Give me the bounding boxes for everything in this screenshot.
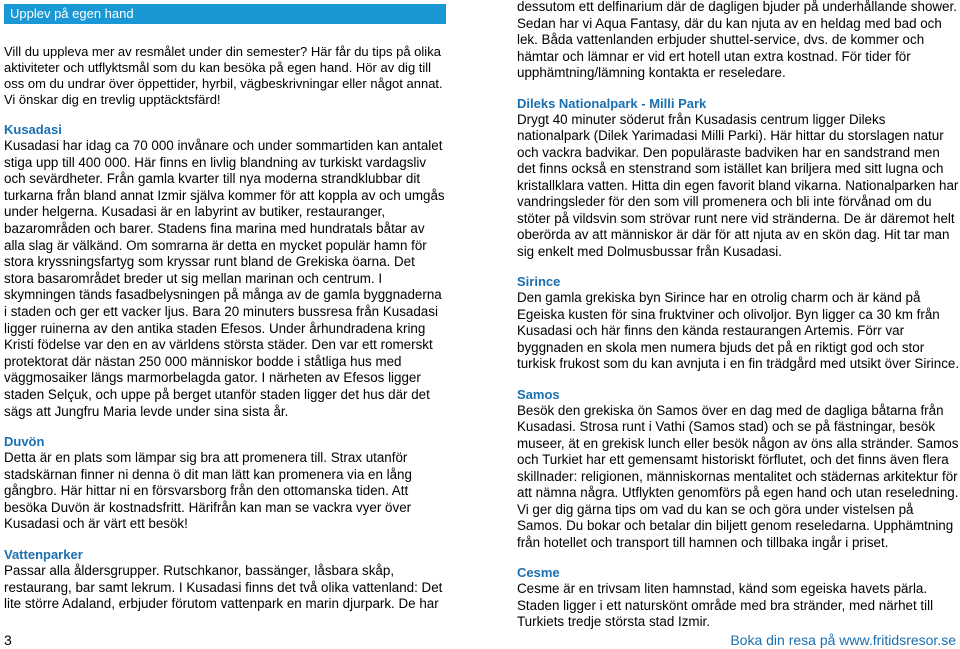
section-heading: Cesme xyxy=(517,565,560,580)
section-dileks xyxy=(517,96,960,261)
continued-paragraph: dessutom ett delfinarium där de dagligen bjuder på underhållande shower. Sedan har vi Aqua Fantasy, där du kan njuta av en heldag med bad och lek. Båda vattenlanden erbjuder shuttel-service, dvs. de kommer och hämtar och lämnar er vid ert hotell utan extra kostnad. För tider för upphämtning/lämning kontakta er reseledare. xyxy=(517,0,957,80)
intro-text: Vill du uppleva mer av resmålet under din semester? Här får du tips på olika aktiviteter och utflyktsmål som du kan besöka på egen hand. Hör av dig till oss om du undrar över öppettider, hyrbil, vägbeskrivningar eller något annat. xyxy=(4,44,443,91)
section-body: Besök den grekiska ön Samos över en dag med de dagliga båtarna från Kusadasi. Strosa runt i Vathi (Samos stad) och se på fästningar, besök museer, ät en grekisk lunch eller besök någon av öns alla stränder. Samos och Turkiet har ett gemensamt historiskt förflutet, och det finns även flera skillnader: religionen, människornas mentalitet och städernas arkitektur för att nämna några. Utflykten genomförs på egen hand och utan reseledning. Vi ger dig gärna tips om vad du kan se och göra under vistelsen på Samos. Du bokar och betalar din biljett genom reseledarna. Upphämtning från hotellet och transport till hamnen och tillbaka ingår i priset. xyxy=(517,402,959,550)
section-body: Kusadasi har idag ca 70 000 invånare och under sommartiden kan antalet stiga upp till 400 000. Här finns en livlig blandning av turkiskt vardagsliv och sevärdheter. Från gamla kvarter till nya moderna strandklubbar dit turkarna från bland annat Izmir själva kommer för att koppla av och umgås under helgerna. Kusadasi är en labyrint av butiker, restauranger, bazarområden och barer. Stadens fina marina med hundratals båtar av alla slag är välkänd. Om somrarna är detta en mycket populär hamn för stora kryssningsfartyg som kryssar runt bland de Grekiska öarna. Det stora basarområdet breder ut sig mellan marinan och centrum. I skymningen tänds fasadbelysningen på många av de gamla byggnaderna i staden och ger ett vacker ljus. Bara 20 minuters bussresa från Kusadasi ligger ruinerna av den antika staden Efesos. Under århundradena kring Kristi födelse var den en av världens största städer. Den var ett romerskt protektorat där nästan 250 000 människor bodde i ståtliga hus med väggmosaiker längs marmorbelagda gator. I närheten av Efesos ligger staden Selçuk, och uppe på berget utanför staden ligger det hus där det sägs att Jungfru Maria levde under sina sista år. xyxy=(4,138,445,419)
section-sirince xyxy=(517,274,960,373)
booking-link[interactable]: Boka din resa på www.fritidsresor.se xyxy=(730,632,956,648)
page-number: 3 xyxy=(4,632,12,648)
section-heading: Sirince xyxy=(517,274,561,289)
section-duvon xyxy=(4,434,446,533)
section-vattenparker xyxy=(4,547,446,613)
section-heading: Kusadasi xyxy=(4,122,62,137)
section-body: Cesme är en trivsam liten hamnstad, känd som egeiska havets pärla. Staden ligger i ett naturskönt område med bra stränder, med närhet till Turkiets tredje största stad Izmir. xyxy=(517,581,934,629)
section-cesme xyxy=(517,565,960,631)
section-body: Passar alla åldersgrupper. Rutschkanor, bassänger, låsbara skåp, restaurang, bar samt lekrum. I Kusadasi finns det två olika vattenland: Det lite större Adaland, erbjuder förutom vattenpark en marin djurpark. De har xyxy=(4,563,443,612)
section-heading: Samos xyxy=(517,386,560,402)
section-body: Detta är en plats som lämpar sig bra att promenera till. Strax utanför stadskärnan finner ni denna ö dit man lätt kan promenera via en lång gångbro. Här hittar ni en försvarsborg från den ottomanska tiden. Att besöka Duvön är kostnadsfritt. Härifrån kan man se vackra vyer över Kusadasi och är värt ett besök! xyxy=(4,450,412,532)
section-body: Den gamla grekiska byn Sirince har en otrolig charm och är känd på Egeiska kusten för sina fruktviner och olivoljor. Byn ligger ca 30 km från Kusadasi och här finns den kända restaurangen Artemis. Förr var byggnaden en skola men numera bjuds det på en riktigt god och stor turkisk frukost som du kan avnjuta i en fin trädgård med utsikt över Sirince. xyxy=(517,290,960,371)
section-body: Drygt 40 minuter söderut från Kusadasis centrum ligger Dileks nationalpark (Dilek Yarimadasi Milli Parki). Här hittar du storslagen natur och vackra badvikar. Den populäraste badviken har en sandstrand men det finns också en stenstrand som istället kan briljera med sitt lugna och kristallklara vatten. Hitta din egen favorit bland vikarna. Nationalparken har vandringsleder för den som vill promenera och bli inte förvånad om du stöter på vildsvin som strövar runt nere vid stränderna. De är däremot helt oberörda av att människor är där för att njuta av en skön dag. Hit tar man sig enkelt med Dolmusbussar från Kusadasi. xyxy=(517,111,959,259)
intro-paragraph xyxy=(4,44,446,108)
left-column xyxy=(4,0,446,613)
intro-greeting: Vi önskar dig en trevlig upptäcktsfärd! xyxy=(4,92,221,107)
section-heading: Dileks Nationalpark - Milli Park xyxy=(517,95,707,111)
right-column xyxy=(517,0,960,631)
section-header-bar: Upplev på egen hand xyxy=(4,4,446,24)
section-heading: Vattenparker xyxy=(4,547,83,563)
section-kusadasi xyxy=(4,122,446,420)
section-heading: Duvön xyxy=(4,434,45,450)
section-samos xyxy=(517,387,960,552)
